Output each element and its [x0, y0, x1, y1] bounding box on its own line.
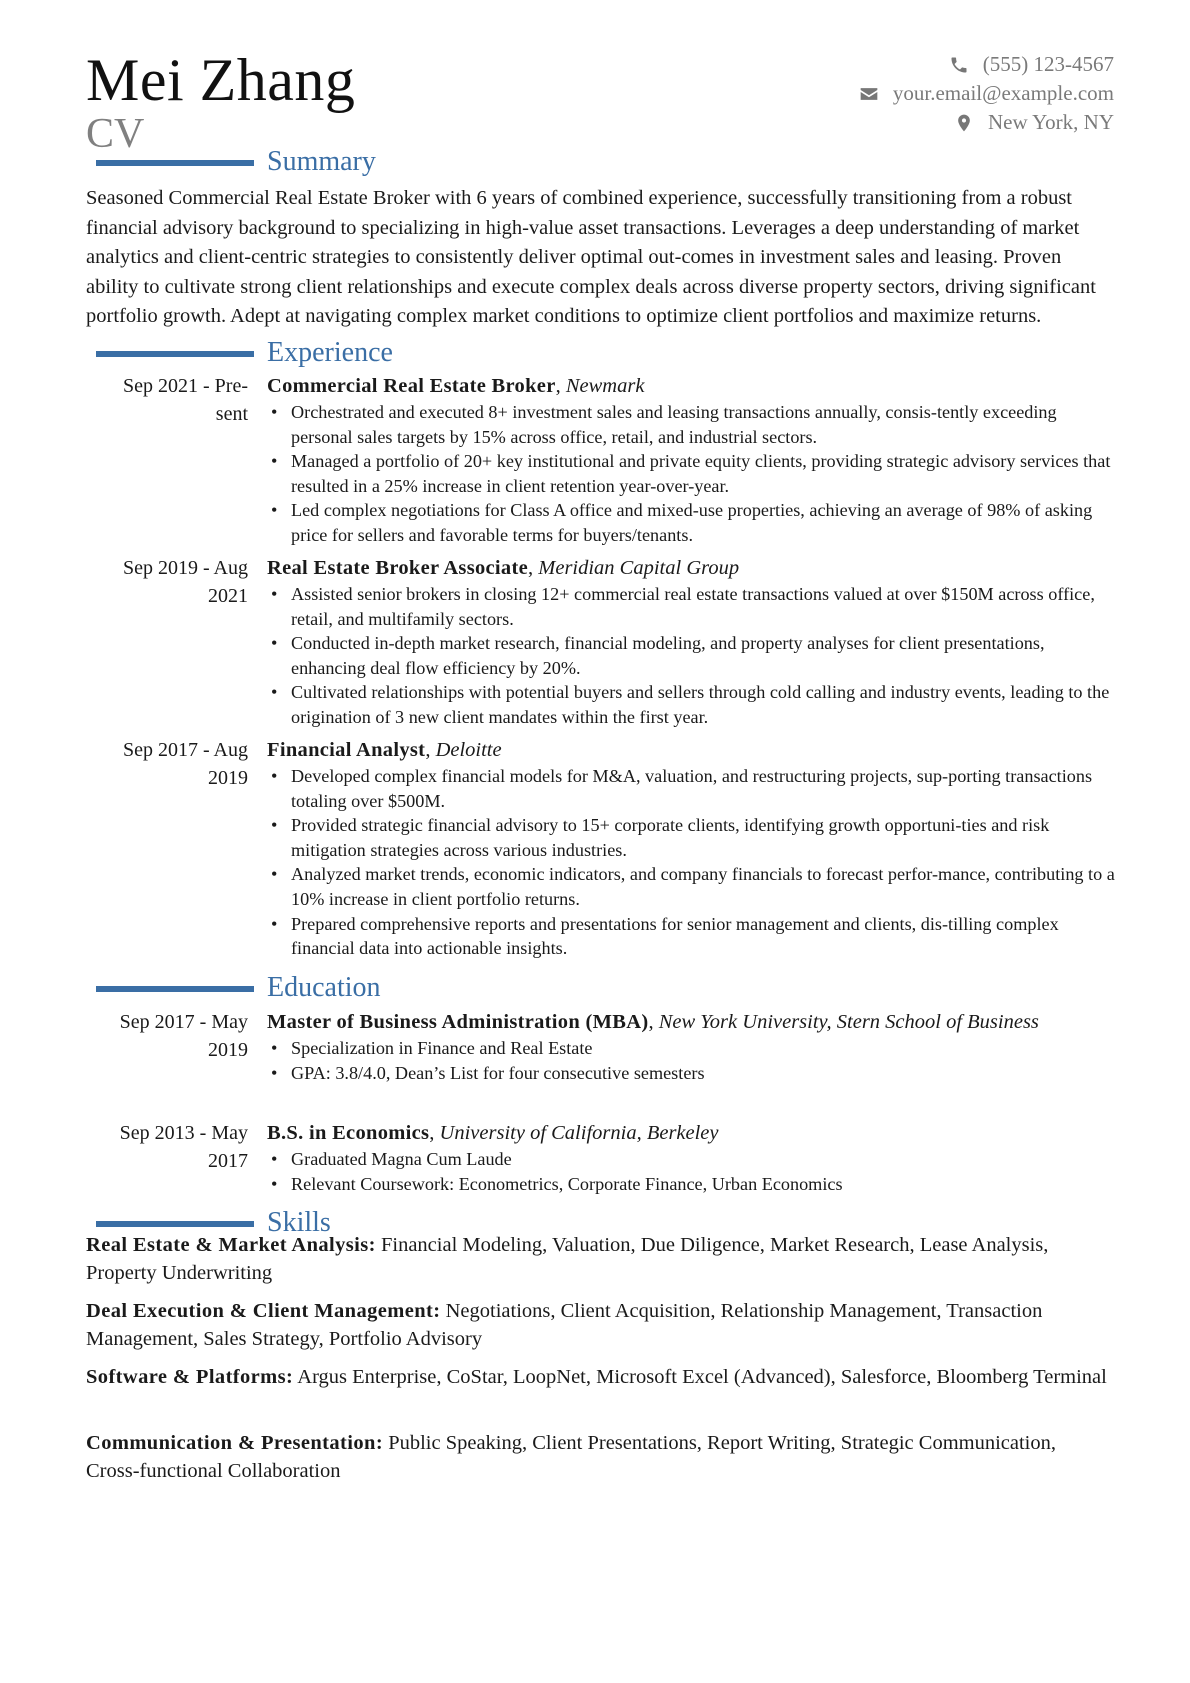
phone-text: (555) 123-4567: [982, 52, 1114, 76]
degree-title: Master of Business Administration (MBA): [267, 1011, 649, 1033]
bullet-item: • Managed a portfolio of 20+ key institutional and private equity clients, providing strategic advisory services that resulted in a 25% increase in client retention year-over-year.: [267, 449, 1117, 498]
entry-heading: B.S. in Economics, University of California, Berkeley: [267, 1122, 719, 1144]
skill-group-label: Software & Platforms:: [86, 1366, 294, 1388]
entry-date: [86, 1008, 248, 1064]
job-title: Real Estate Broker Associate: [267, 557, 529, 579]
bullet-item: • GPA: 3.8/4.0, Dean’s List for four consecutive semesters: [267, 1061, 1117, 1086]
phone-icon: [949, 55, 969, 75]
contact-email[interactable]: [859, 79, 1114, 108]
school-name: New York University, Stern School of Business: [658, 1011, 1039, 1033]
entry-heading: Real Estate Broker Associate, Meridian Capital Group: [267, 557, 740, 579]
skill-group-label: Communication & Presentation:: [86, 1432, 384, 1454]
entry-heading: Financial Analyst, Deloitte: [267, 739, 502, 761]
date-line: Sep 2019 - Aug: [123, 557, 248, 579]
bullet-item: • Led complex negotiations for Class A office and mixed-use properties, achieving an average of 98% of asking price for sellers and favorable terms for buyers/tenants.: [267, 498, 1117, 547]
job-title: Commercial Real Estate Broker: [267, 375, 556, 397]
skill-group-label: Deal Execution & Client Management:: [86, 1300, 441, 1322]
bullet-item: • Prepared comprehensive reports and presentations for senior management and clients, dis-tilling complex financial data into actionable insights.: [267, 912, 1117, 961]
summary-text: Seasoned Commercial Real Estate Broker with 6 years of combined experience, successfully transitioning from a robust financial advisory background to specializing in high-value asset transactions. Leverages a deep understanding of market analytics and client-centric strategies to consistently deliver optimal out-comes in investment sales and leasing. Proven ability to cultivate strong client relationships and execute complex deals across diverse property sectors, driving significant portfolio growth. Adept at navigating complex market conditions to optimize client portfolios and maximize returns.: [86, 187, 1096, 327]
candidate-name: Mei Zhang: [86, 47, 356, 113]
document-subtitle: CV: [86, 111, 145, 157]
experience-section-header: [86, 339, 1114, 373]
education-section-header: [86, 974, 1114, 1008]
date-line: 2019: [208, 1039, 248, 1061]
bullet-list: [267, 400, 1117, 548]
section-accent-bar: [96, 351, 254, 357]
date-line: Sep 2013 - May: [119, 1122, 248, 1144]
section-accent-bar: [96, 986, 254, 992]
employer: Newmark: [565, 375, 645, 397]
job-title: Financial Analyst: [267, 739, 426, 761]
bullet-list: [267, 764, 1117, 961]
employer: Meridian Capital Group: [538, 557, 740, 579]
bullet-item: • Analyzed market trends, economic indicators, and company financials to forecast perfor-mance, contributing to a 10% increase in client portfolio returns.: [267, 862, 1117, 911]
skill-group-items: Argus Enterprise, CoStar, LoopNet, Microsoft Excel (Advanced), Salesforce, Bloomberg Terminal: [297, 1366, 1107, 1388]
section-accent-bar: [96, 160, 254, 166]
school-name: University of California, Berkeley: [439, 1122, 719, 1144]
section-title: Experience: [267, 337, 393, 368]
bullet-item: • Specialization in Finance and Real Estate: [267, 1036, 1117, 1061]
date-line: Sep 2017 - Aug: [123, 739, 248, 761]
skill-group: [86, 1298, 1114, 1353]
bullet-item: • Graduated Magna Cum Laude: [267, 1147, 1117, 1172]
section-title: Summary: [267, 146, 376, 177]
bullet-item: • Provided strategic financial advisory to 15+ corporate clients, identifying growth opportuni-ties and risk mitigation strategies across various industries.: [267, 813, 1117, 862]
section-title: Skills: [267, 1207, 331, 1238]
entry-date: [86, 554, 248, 610]
entry-date: [86, 1119, 248, 1175]
skill-group-items: Public Speaking, Client Presentations, Report Writing, Strategic Communication, Cross-functional Collaboration: [86, 1432, 1056, 1482]
section-accent-bar: [96, 1221, 254, 1227]
bullet-item: • Relevant Coursework: Econometrics, Corporate Finance, Urban Economics: [267, 1172, 1117, 1197]
date-line: Sep 2021 - Pre-: [123, 375, 248, 397]
date-line: 2019: [208, 767, 248, 789]
map-pin-icon: [954, 113, 974, 133]
date-line: 2021: [208, 585, 248, 607]
bullet-item: • Developed complex financial models for M&A, valuation, and restructuring projects, sup-porting transactions totaling over $500M.: [267, 764, 1117, 813]
summary-section-header: [86, 148, 1114, 182]
contact-block: [859, 50, 1114, 137]
location-text: New York, NY: [987, 110, 1114, 134]
entry-date: [86, 736, 248, 792]
section-title: Education: [267, 972, 381, 1003]
contact-phone[interactable]: [859, 50, 1114, 79]
entry-heading: Master of Business Administration (MBA), New York University, Stern School of Business: [267, 1011, 1039, 1033]
bullet-item: • Assisted senior brokers in closing 12+ commercial real estate transactions valued at over $150M across office, retail, and multifamily sectors.: [267, 582, 1117, 631]
skill-group: [86, 1364, 1114, 1392]
contact-location: [859, 108, 1114, 137]
degree-title: B.S. in Economics: [267, 1122, 430, 1144]
entry-date: [86, 372, 248, 428]
email-text: your.email@example.com: [892, 81, 1114, 105]
entry-heading: Commercial Real Estate Broker, Newmark: [267, 375, 645, 397]
date-line: 2017: [208, 1150, 248, 1172]
skill-group-items: Financial Modeling, Valuation, Due Diligence, Market Research, Lease Analysis, Property Underwriting: [86, 1234, 1049, 1284]
date-line: sent: [215, 403, 248, 425]
bullet-list: [267, 1147, 1117, 1196]
bullet-list: [267, 582, 1117, 730]
envelope-icon: [859, 84, 879, 104]
skill-group-label: Real Estate & Market Analysis:: [86, 1234, 376, 1256]
employer: Deloitte: [435, 739, 502, 761]
resume-page: [86, 0, 1114, 1683]
skill-group-items: Negotiations, Client Acquisition, Relationship Management, Transaction Management, Sales Strategy, Portfolio Advisory: [86, 1300, 1043, 1350]
skill-group: [86, 1430, 1114, 1485]
bullet-list: [267, 1036, 1117, 1085]
bullet-item: • Orchestrated and executed 8+ investment sales and leasing transactions annually, consis-tently exceeding personal sales targets by 15% across office, retail, and industrial sectors.: [267, 400, 1117, 449]
date-line: Sep 2017 - May: [119, 1011, 248, 1033]
skill-group: [86, 1232, 1114, 1287]
bullet-item: • Cultivated relationships with potential buyers and sellers through cold calling and industry events, leading to the origination of 3 new client mandates within the first year.: [267, 680, 1117, 729]
bullet-item: • Conducted in-depth market research, financial modeling, and property analyses for client presentations, enhancing deal flow efficiency by 20%.: [267, 631, 1117, 680]
